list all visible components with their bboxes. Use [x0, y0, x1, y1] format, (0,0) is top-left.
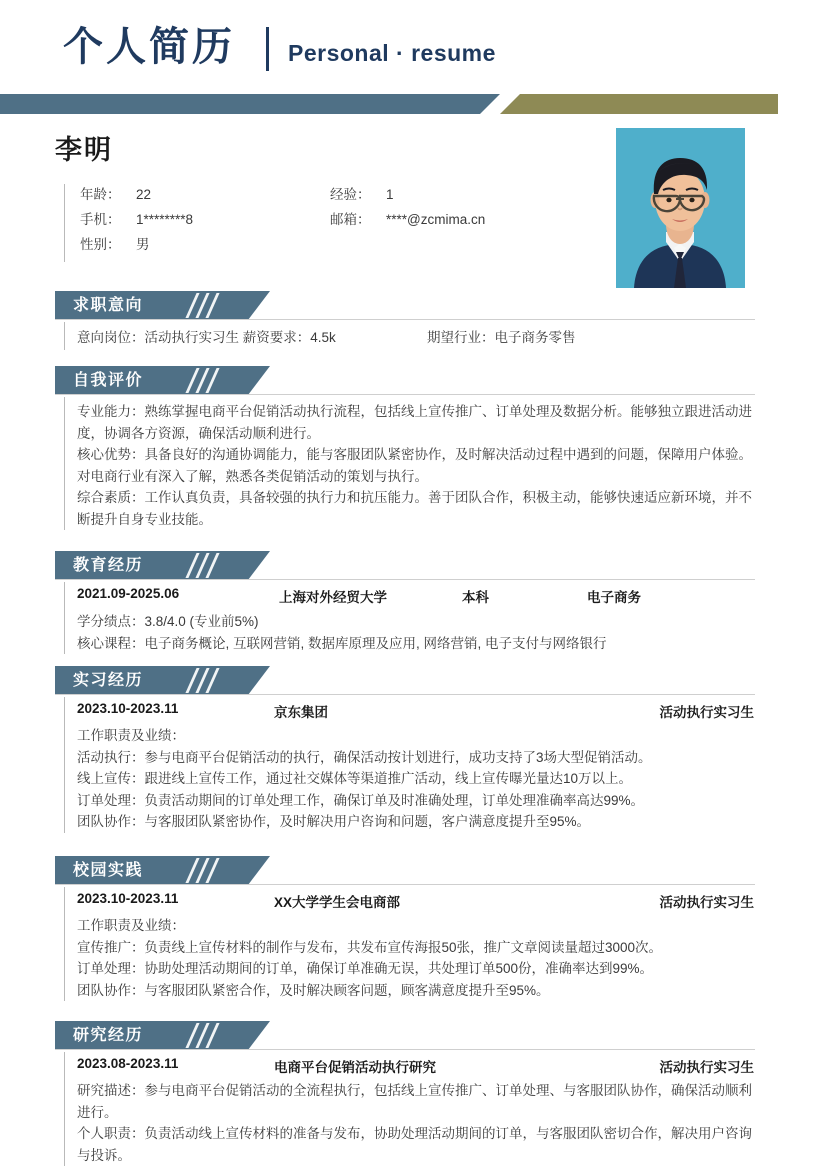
- campus-detail-line: 团队协作：与客服团队紧密合作，及时解决顾客问题，顾客满意度提升至95%。: [77, 982, 550, 998]
- internship-role: 活动执行实习生: [659, 705, 754, 720]
- section-title: 求职意向: [73, 297, 144, 314]
- campus-detail-line: 工作职责及业绩：: [77, 918, 185, 933]
- field-value: 1********8: [136, 212, 194, 227]
- person-field-row: [80, 232, 600, 257]
- education-school: 上海对外经贸大学: [279, 590, 387, 605]
- section-body: [55, 885, 760, 1001]
- person-field-email: [330, 207, 580, 232]
- section-accent-rule: [64, 887, 65, 1001]
- section-research: [0, 1021, 820, 1166]
- education-date: 2021.09-2025.06: [77, 586, 180, 601]
- campus-detail-line: 宣传推广：负责线上宣传材料的制作与发布，共发布宣传海报50张，推广文章阅读量超过3000次。: [77, 939, 663, 955]
- field-label: 经验：: [330, 187, 371, 202]
- internship-detail-line: 工作职责及业绩：: [77, 728, 185, 743]
- field-label: 年龄：: [80, 187, 121, 202]
- internship-detail-line: 活动执行：参与电商平台促销活动的执行，确保活动按计划进行，成功支持了3场大型促销活动。: [77, 749, 652, 765]
- section-title: 实习经历: [73, 672, 144, 689]
- person-field-age: [80, 182, 330, 207]
- section-content: [77, 891, 760, 1001]
- section-education: [0, 551, 820, 654]
- section-title: 自我评价: [73, 372, 144, 389]
- person-field-phone: [80, 207, 330, 232]
- campus-role: 活动执行实习生: [659, 895, 754, 910]
- internship-detail-line: 订单处理：负责活动期间的订单处理工作，确保订单及时准确处理，订单处理准确率高达99%。: [77, 792, 645, 808]
- research-detail-line: 研究描述：参与电商平台促销活动的全流程执行，包括线上宣传推广、订单处理、与客服团队协作，确保活动顺利进行。: [77, 1083, 752, 1120]
- education-major: 电子商务: [587, 590, 641, 605]
- campus-detail-line: 订单处理：协助处理活动期间的订单，确保订单准确无误，共处理订单500份，准确率达到99%。: [77, 961, 654, 976]
- section-accent-rule: [64, 582, 65, 654]
- self-eval-paragraph: 专业能力：熟练掌握电商平台促销活动执行流程，包括线上宣传推广、订单处理及数据分析。能够独立跟进活动进度，协调各方资源，确保活动顺利进行。: [77, 404, 752, 441]
- intent-row: [77, 326, 760, 350]
- section-self-evaluation: [0, 366, 820, 530]
- section-header: [55, 291, 305, 320]
- masthead-title-cn: 个人简历: [63, 25, 235, 69]
- person-field-row: [80, 182, 600, 207]
- section-title: 校园实践: [73, 862, 144, 879]
- section-title: 教育经历: [73, 557, 144, 574]
- banner-teal-stripe: [0, 94, 500, 114]
- section-accent-rule: [64, 397, 65, 530]
- education-detail-line: 学分绩点：3.8/4.0 (专业前5%): [77, 614, 259, 629]
- person-name: 李明: [55, 135, 113, 165]
- section-body: [55, 395, 760, 530]
- section-header: [55, 551, 305, 580]
- banner-gold-stripe: [500, 94, 778, 114]
- person-field-experience: [330, 182, 580, 207]
- campus-header-row: [77, 891, 760, 915]
- field-label: 邮箱：: [330, 212, 371, 227]
- section-campus-practice: [0, 856, 820, 1001]
- person-field-gender: [80, 232, 330, 257]
- field-label: 性别：: [80, 237, 121, 252]
- research-date: 2023.08-2023.11: [77, 1056, 179, 1071]
- profile-photo: [616, 128, 745, 288]
- field-value: ****@zcmima.cn: [386, 212, 486, 227]
- section-job-intent: [0, 291, 820, 350]
- section-content: [77, 1056, 760, 1166]
- section-header: [55, 366, 305, 395]
- section-title: 研究经历: [73, 1027, 144, 1044]
- section-content: [77, 326, 760, 350]
- research-detail-line: 个人职责：负责活动线上宣传材料的准备与发布，协助处理活动期间的订单，与客服团队密切合作，解决用户咨询与投诉。: [77, 1126, 752, 1163]
- section-body: [55, 320, 760, 350]
- internship-header-row: [77, 701, 760, 725]
- intent-position-salary: 意向岗位：活动执行实习生 薪资要求：4.5k: [77, 330, 336, 345]
- research-topic: 电商平台促销活动执行研究: [274, 1060, 436, 1075]
- internship-detail-line: 团队协作：与客服团队紧密协作，及时解决用户咨询和问题，客户满意度提升至95%。: [77, 814, 591, 829]
- section-accent-rule: [64, 697, 65, 833]
- person-accent-rule: [64, 184, 65, 262]
- section-body: [55, 695, 760, 833]
- person-fields: [80, 182, 600, 257]
- section-header: [55, 1021, 305, 1050]
- section-accent-rule: [64, 1052, 65, 1166]
- research-header-row: [77, 1056, 760, 1080]
- masthead-title-en: Personal · resume: [288, 40, 496, 66]
- field-value: 1: [386, 187, 394, 202]
- masthead-divider: [266, 27, 269, 71]
- section-content: [77, 586, 760, 654]
- internship-date: 2023.10-2023.11: [77, 701, 179, 716]
- education-row: [77, 586, 760, 611]
- section-body: [55, 580, 760, 654]
- person-field-row: [80, 207, 600, 232]
- field-value: 22: [136, 187, 152, 202]
- masthead: [0, 0, 820, 90]
- section-accent-rule: [64, 322, 65, 350]
- education-detail-line: 核心课程：电子商务概论, 互联网营销, 数据库原理及应用, 网络营销, 电子支付与网络银行: [77, 635, 607, 651]
- education-degree: 本科: [462, 590, 489, 605]
- section-body: [55, 1050, 760, 1166]
- field-label: 手机：: [80, 212, 121, 227]
- portrait-illustration: [616, 128, 745, 288]
- section-header: [55, 856, 305, 885]
- internship-company: 京东集团: [274, 705, 328, 720]
- internship-detail-line: 线上宣传：跟进线上宣传工作，通过社交媒体等渠道推广活动，线上宣传曝光量达10万以上。: [77, 771, 633, 786]
- section-content: [77, 401, 760, 530]
- section-internship: [0, 666, 820, 833]
- self-eval-paragraph: 核心优势：具备良好的沟通协调能力，能与客服团队紧密协作，及时解决活动过程中遇到的问题，保障用户体验。对电商行业有深入了解，熟悉各类促销活动的策划与执行。: [77, 447, 752, 484]
- campus-organization: XX大学学生会电商部: [274, 895, 401, 910]
- header-banner: [0, 94, 820, 114]
- intent-industry: 期望行业：电子商务零售: [427, 330, 576, 345]
- campus-date: 2023.10-2023.11: [77, 891, 179, 906]
- field-value: 男: [136, 237, 150, 252]
- self-eval-paragraph: 综合素质：工作认真负责，具备较强的执行力和抗压能力。善于团队合作，积极主动，能够快速适应新环境，并不断提升自身专业技能。: [77, 490, 752, 527]
- section-header: [55, 666, 305, 695]
- section-content: [77, 701, 760, 833]
- research-role: 活动执行实习生: [659, 1060, 754, 1075]
